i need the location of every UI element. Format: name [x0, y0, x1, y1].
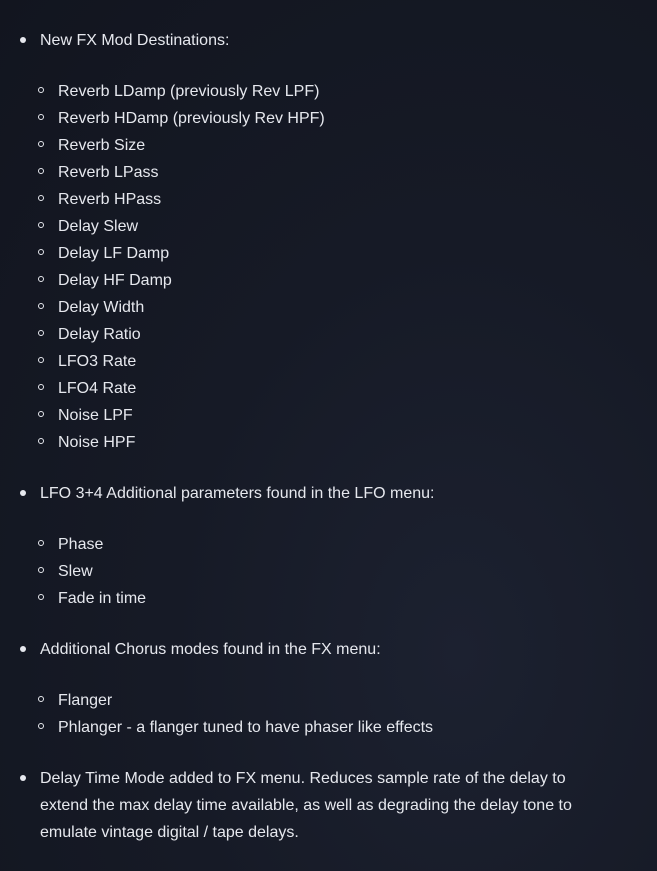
list-item: Slew	[58, 563, 93, 580]
section-fx-mod-label: New FX Mod Destinations:	[40, 32, 230, 49]
circle-bullet-icon	[38, 276, 44, 282]
list-item: Delay Width	[58, 299, 145, 316]
list-item: Delay Slew	[58, 218, 139, 235]
circle-bullet-icon	[38, 411, 44, 417]
circle-bullet-icon	[38, 249, 44, 255]
list-item: Fade in time	[58, 590, 147, 607]
circle-bullet-icon	[38, 540, 44, 546]
list-item: Reverb LPass	[58, 164, 159, 181]
circle-bullet-icon	[38, 567, 44, 573]
circle-bullet-icon	[38, 303, 44, 309]
circle-bullet-icon	[38, 438, 44, 444]
list-item: Delay Ratio	[58, 326, 141, 343]
list-item: LFO3 Rate	[58, 353, 137, 370]
list-item: Phase	[58, 536, 104, 553]
list-item: LFO4 Rate	[58, 380, 137, 397]
list-item: Phlanger - a flanger tuned to have phaser like effects	[58, 719, 434, 736]
circle-bullet-icon	[38, 594, 44, 600]
circle-bullet-icon	[38, 87, 44, 93]
list-item: Delay LF Damp	[58, 245, 170, 262]
bullet-icon	[20, 646, 26, 652]
list-item: Flanger	[58, 692, 113, 709]
section-delay-mode-text: Delay Time Mode added to FX menu. Reduces sample rate of the delay to extend the max delay time available, as well as degrading the delay tone to emulate vintage digital / tape delays.	[40, 770, 572, 841]
circle-bullet-icon	[38, 723, 44, 729]
circle-bullet-icon	[38, 141, 44, 147]
list-item: Delay HF Damp	[58, 272, 172, 289]
bullet-icon	[20, 490, 26, 496]
bullet-icon	[20, 775, 26, 781]
list-item: Noise HPF	[58, 434, 136, 451]
circle-bullet-icon	[38, 222, 44, 228]
circle-bullet-icon	[38, 696, 44, 702]
section-lfo-label: LFO 3+4 Additional parameters found in the LFO menu:	[40, 485, 435, 502]
bullet-icon	[20, 37, 26, 43]
list-item: Noise LPF	[58, 407, 133, 424]
list-item: Reverb LDamp (previously Rev LPF)	[58, 83, 320, 100]
section-chorus-label: Additional Chorus modes found in the FX menu:	[40, 641, 381, 658]
circle-bullet-icon	[38, 330, 44, 336]
circle-bullet-icon	[38, 114, 44, 120]
circle-bullet-icon	[38, 384, 44, 390]
list-item: Reverb HPass	[58, 191, 162, 208]
circle-bullet-icon	[38, 357, 44, 363]
list-item: Reverb HDamp (previously Rev HPF)	[58, 110, 325, 127]
list-item: Reverb Size	[58, 137, 146, 154]
circle-bullet-icon	[38, 195, 44, 201]
circle-bullet-icon	[38, 168, 44, 174]
